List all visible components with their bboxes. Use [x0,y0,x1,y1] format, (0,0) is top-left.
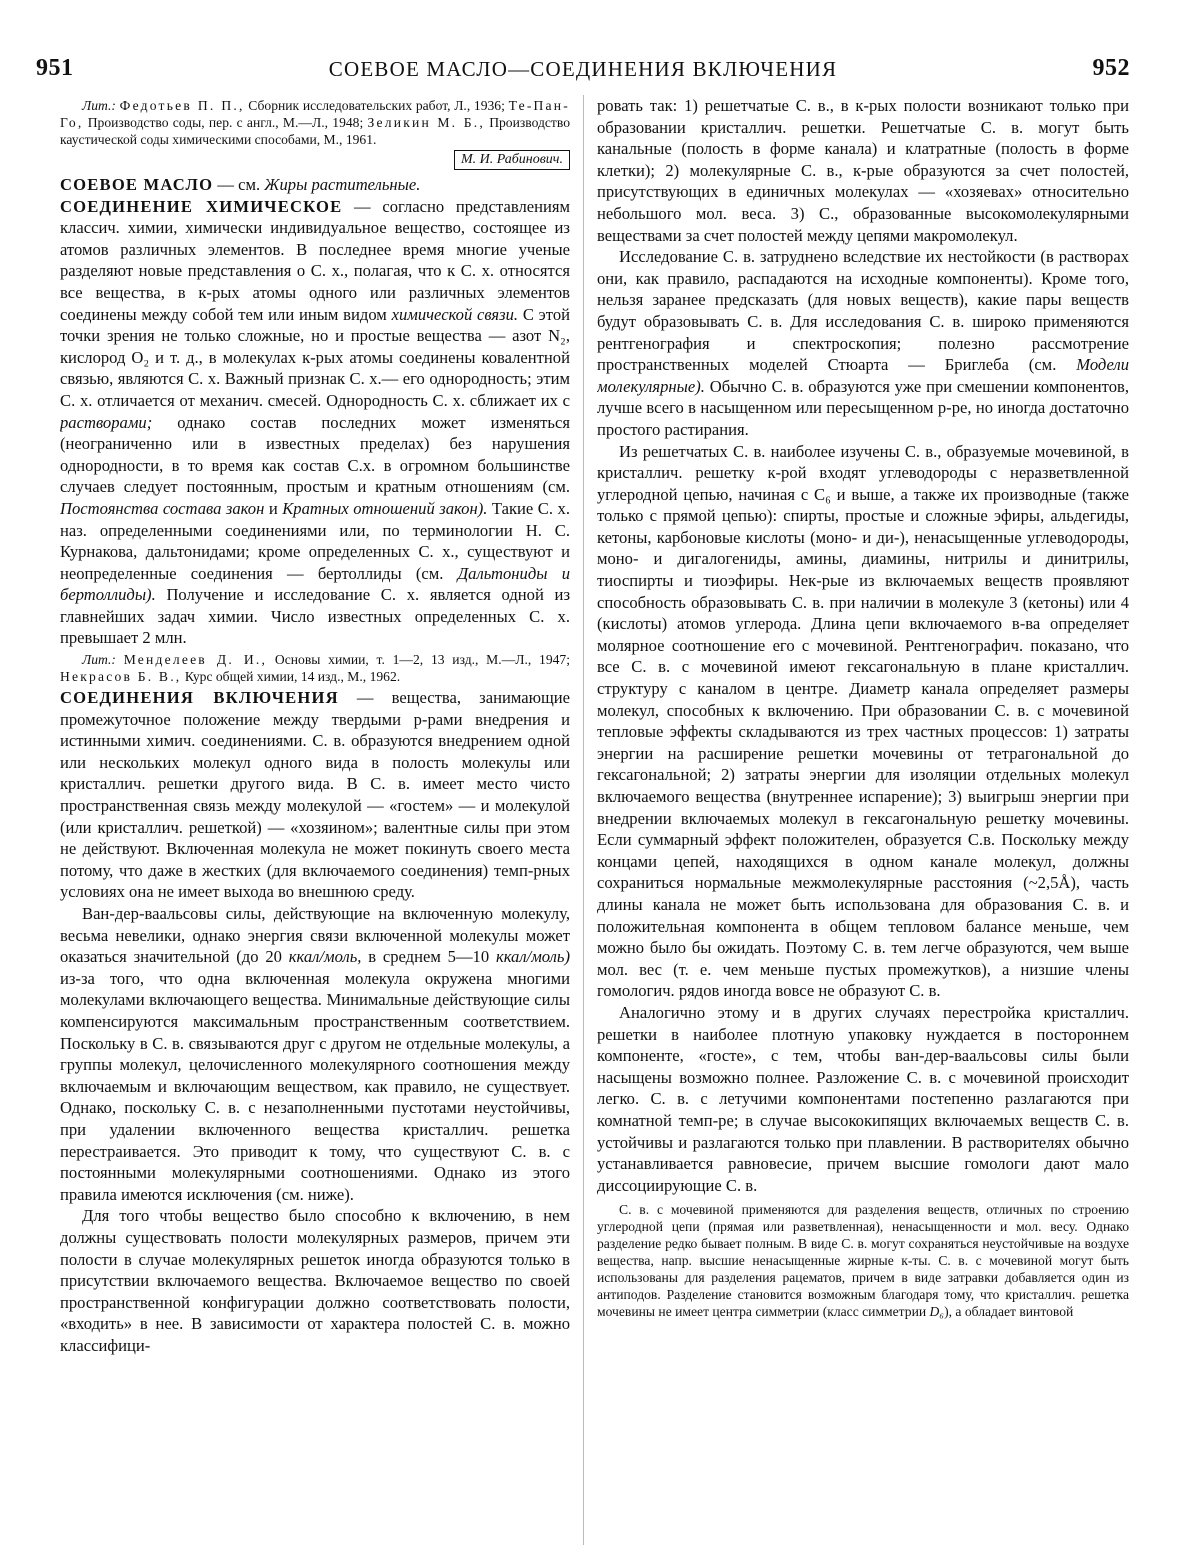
entry-chemical-compound: СОЕДИНЕНИЕ ХИМИЧЕСКОЕ — согласно представлениям классич. химии, химически индивидуальное вещество, состоящее из атомов различных элементов. В последнее время многие ученые разделяют новые представления о С. х., полагая, что к С. х. относятся все вещества, в к-рых атомы одного или различных элементов соединены между собой тем или иным видом химической связи. С этой точки зрения не только сложные, но и простые вещества — азот N₂, кислород O₂ и т. д., в молекулах к-рых атомы соединены ковалентной связью, являются С. х. Важный признак С. х.— его однородность; этим С. х. отличается от механич. смесей. Однородность С. х. сближает их с растворами; однако состав последних может изменяться (неограниченно или в известных пределах) без нарушения однородности, в то время как состав С.х. в огромном большинстве случаев следует постоянным, простым и кратным отношениям (см. Постоянства состава закон и Кратных отношений закон). Такие С. х. наз. определенными соединениями или, по терминологии Н. С. Курнакова, дальтонидами; кроме определенных С. х., существуют и неопределенные соединения — бертоллиды (см. Дальтониды и бертоллиды). Получение и исследование С. х. является одной из главнейших задач химии. Число известных определенных С. х. превышает 2 млн. [60,196,570,648]
page-number-right: 952 [1092,55,1130,81]
paragraph: ровать так: 1) решетчатые С. в., в к-рых полости возникают только при образовании кристаллич. решетки. Решетчатые С. в. могут быть канальные (полость в форме канала) и клатратные (полость в форме клетки); 2) молекулярные С. в., к-рые образуются за счет полостей, присутствующих в единичных молекулах — «хозяевах» относительно небольшого мол. веса. 3) С., образованные высокомолекулярными веществами за счет полостей между цепями макромолекул. [597,96,1129,245]
entry-inclusion-compounds: СОЕДИНЕНИЯ ВКЛЮЧЕНИЯ — вещества, занимающие промежуточное положение между твердыми р-рами внедрения и истинными химич. соединениями. С. в. образуются внедрением одной или нескольких молекул одного вида в полость молекулы или кристаллич. решетки другого вида. В С. в. имеет место чисто пространственная связь между молекулой — «гостем» — и молекулой (или кристаллич. решеткой) — «хозяином»; валентные силы при этом не действуют. Включенная молекула не может покинуть своего места потому, что даже в жестких (для включаемого соединения) темп-рных условиях она не имеет выхода во внешнюю среду. [60,688,570,902]
small-print-paragraph: С. в. с мочевиной применяются для разделения веществ, отличных по строению углеродной цепи (прямая или разветвленная), ненасыщенности и мол. весу. Однако разделение редко бывает полным. В виде С. в. могут сохраняться неустойчивые на воздухе вещества, напр. высшие ненасыщенные жирные к-ты. С. в. с мочевиной могут быть использованы для разделения рацематов, причем в виде затравки добавляется один из антиподов. Разделение становится возможным благодаря тому, что кристаллич. решетка мочевины не имеет центра симметрии (класс симметрии D₆), а обладает винтовой [597,1202,1129,1320]
page-number-left: 951 [36,55,74,81]
right-column [597,95,1129,1320]
entry-heading: СОЕВОЕ МАСЛО [60,175,214,194]
paragraph: Аналогично этому и в других случаях перестройка кристаллич. решетки в наиболее плотную упаковку нуждается в постороннем компоненте, «госте», с тем, чтобы ван-дер-ваальсовы силы были насыщены возможно полнее. Разложение С. в. с мочевиной происходит легко. С. в. с летучими компонентами постепенно разлагаются при комнатной темп-ре; в случае высококипящих включаемых веществ С. в. устойчивы и разлагаются только при плавлении. В растворителях обычно устанавливается равновесие, причем высшие гомологи дают мало диссоциирующие С. в. [597,1002,1129,1195]
paragraph: Для того чтобы вещество было способно к включению, в нем должны существовать полости молекулярных размеров, причем эти полости в случае молекулярных решеток иногда образуются только в присутствии включаемого вещества. Включаемое вещество по своей пространственной конфигурации должно соответствовать полости, «входить» в нее. В зависимости от характера полостей С. в. можно классифици- [60,1206,570,1355]
running-title: СОЕВОЕ МАСЛО—СОЕДИНЕНИЯ ВКЛЮЧЕНИЯ [328,57,838,81]
running-header [36,55,1130,89]
paragraph: Ван-дер-ваальсовы силы, действующие на включенную молекулу, весьма невелики, однако энергия связи включенной молекулы может оказаться значительной (до 20 ккал/моль, в среднем 5—10 ккал/моль) из-за того, что одна включенная молекула окружена многими молекулами включающего вещества. Минимальные действующие силы компенсируются максимальным пространственным соответствием. Поскольку в С. в. связываются друг с другом не отдельные молекулы, а группы молекул, целочисленного молекулярного соотношения между включаемым и включающим веществом, как правило, не существует. Однако, поскольку С. в. с незаполненными пустотами неустойчивы, при удалении включенного вещества кристаллич. решетка перестраивается. Это приводит к тому, что существуют С. в. с постоянными молекулярными соотношениями. Однако из этого правила имеются исключения (см. ниже). [60,904,570,1204]
entry-soy-oil: СОЕВОЕ МАСЛО — см. Жиры растительные. [60,175,421,194]
paragraph: Исследование С. в. затруднено вследствие их нестойкости (в растворах они, как правило, распадаются на исходные компоненты). Кроме того, нельзя заранее предсказать (для новых веществ), какие пары веществ будут образовывать С. в. Для исследования С. в. широко применяются рентгенография и спектроскопия; полезно рассмотрение пространственных моделей Стюарта — Бриглеба (см. Модели молекулярные). Обычно С. в. образуются уже при смешении компонентов, лучше всего в насыщенном или пересыщенном р-ре, но иногда достаточно простого растирания. [597,247,1129,439]
entry-heading: СОЕДИНЕНИЯ ВКЛЮЧЕНИЯ [60,688,339,708]
entry-heading: СОЕДИНЕНИЕ ХИМИЧЕСКОЕ [60,196,343,216]
cross-reference: Жиры растительные. [264,175,421,194]
paragraph: Из решетчатых С. в. наиболее изучены С. в., образуемые мочевиной, в кристаллич. решетку к-рой входят углеводороды с неразветвленной углеродной цепью, начиная с C₆ и выше, а также их производные (также только с прямой цепью): спирты, простые и сложные эфиры, альдегиды, кетоны, карбоновые кислоты (моно- и ди-), ненасыщенные углеводороды, моно- и дигалогениды, амины, диамины, нитрилы и динитрилы, тиоспирты и тиоэфиры. Нек-рые из включаемых веществ проявляют способность образовывать С. в. при наличии в молекуле 3 (кетоны) или 4 (кислоты) атомов углерода. Длина цепи включаемого в-ва определяет молярное соотношение его с мочевиной. Рентгенографич. показано, что все С. в. с мочевиной имеют гексагональную в плане кристаллич. структуру с каналом в центре. Диаметр канала определяет размеры молекул, способных к включению. При образовании С. в. с мочевиной тепловые эффекты складываются из трех частных процессов: 1) затраты энергии на расширение решетки мочевины от тетрагональной до гексагональной; 2) затраты энергии для изоляции отдельных молекул включаемого вещества (внутреннее испарение); 3) выигрыш энергии при внедрении включаемых молекул в гексагональную решетку мочевины. Если суммарный эффект положителен, образуется С.в. Поскольку между концами цепей, находящихся в одном канале молекул, должны сохраниться нормальные межмолекулярные расстояния (~2,5Å), часть длины канала не может быть использована для образования С. в. и положительная компонента в общем тепловом балансе меньше, чем можно было бы ожидать. Поэтому С. в. тем легче образуются, чем выше мол. вес (т. е. чем меньше пустых промежутков), а низшие члены гомологич. рядов иногда вовсе не образуют С. в. [597,441,1129,1001]
column-divider [583,95,584,1545]
left-column [60,95,570,1356]
references-2: Лит.: Менделеев Д. И., Основы химии, т. 1—2, 13 изд., М.—Л., 1947; Некрасов Б. В., Курс общей химии, 14 изд., М., 1962. [60,652,570,685]
author-signature-1: М. И. Рабинович. [60,150,570,170]
references-1: Лит.: Федотьев П. П., Сборник исследовательских работ, Л., 1936; Те-Пан-Го, Производство соды, пер. с англ., М.—Л., 1948; Зеликин М. Б., Производство каустической соды химическими способами, М., 1961. [60,98,570,147]
